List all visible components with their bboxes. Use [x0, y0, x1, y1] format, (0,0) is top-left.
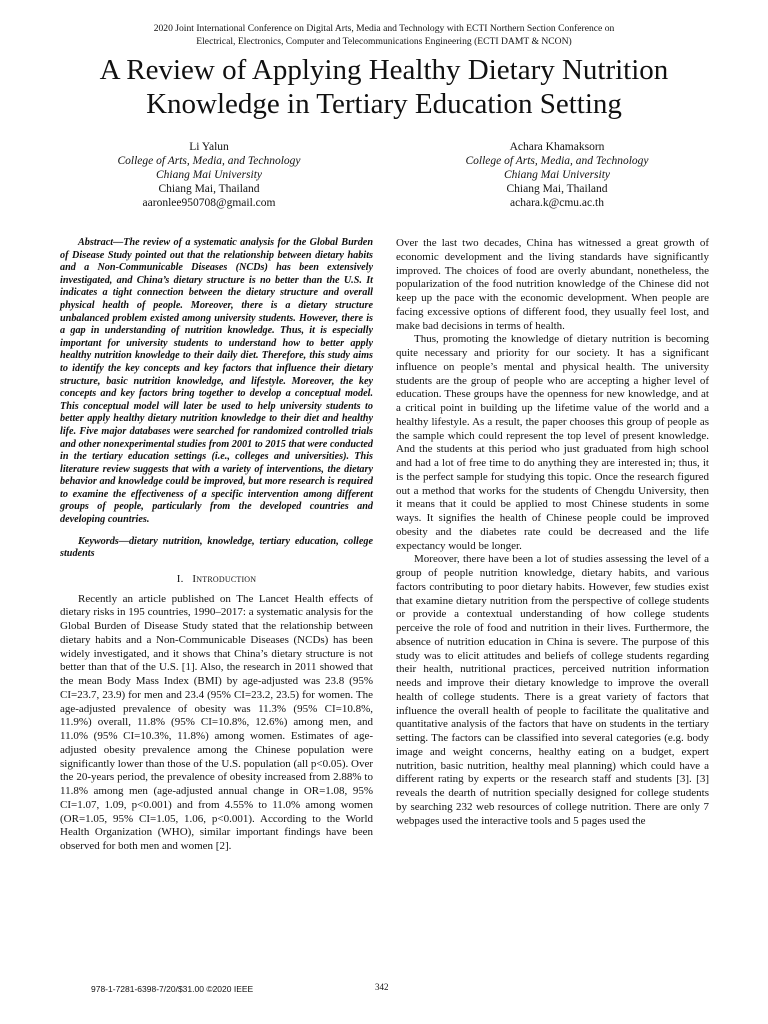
author-university: Chiang Mai University [503, 169, 611, 181]
right-column [396, 237, 709, 828]
author-college: College of Arts, Media, and Technology [117, 155, 301, 167]
section-title: Introduction [192, 572, 257, 585]
footer-isbn: 978-1-7281-6398-7/20/$31.00 ©2020 IEEE [91, 984, 254, 994]
conference-header [0, 22, 768, 48]
author-location: Chiang Mai, Thailand [158, 183, 260, 195]
body-paragraph: Thus, promoting the knowledge of dietary nutrition is becoming quite necessary and priority for our society. It has a significant influence on people’s mental and physical health. The university students are the group of people who are accepting a higher level of education. These groups have the openness for new knowledge, and at a critical point in building up the lifetime value of the world and a healthy lifestyle. As a result, the paper chooses this group of people as the sample which could represent the top level of present knowledge. And the students at this period who just graduated from high school and had a lot of free time to do anything they are interested in; thus, it is the perfect sample for studying this topic. Once the research figured out a method that works for the students of Chengdu University, then it means that it could be applied to most Chinese students in some ways. It signifies the health of Chinese people could be improved obesity and the diabetes rate could be decreased and the life expectancy would be longer. [396, 333, 709, 552]
title-line-1: A Review of Applying Healthy Dietary Nutrition [99, 54, 669, 86]
author-name: Li Yalun [189, 141, 229, 153]
page-number: 342 [375, 982, 389, 992]
conference-line-1: 2020 Joint International Conference on Digital Arts, Media and Technology with ECTI Northern Section Conference on [153, 23, 615, 34]
section-number: I. [176, 572, 184, 585]
left-column [60, 237, 373, 854]
body-paragraph: Recently an article published on The Lancet Health effects of dietary risks in 195 countries, 1990–2017: a systematic analysis for the Global Burden of Disease Study stated that the relationship between dietary habits and a Non-Communicable Diseases (NCDs) has been widely investigated, and it shows that China’s dietary structure is not better than that of the U.S. [1]. Also, the research in 2011 showed that the mean Body Mass Index (BMI) by age-adjusted was 23.8 (95% CI=23.7, 23.9) for men and 23.4 (95% CI=23.2, 23.5) for women. The age-adjusted prevalence of obesity was 11.3% (95% CI=10.8%, 11.9%) overall, 11.8% (95% CI=10.8%, 12.6%) among men, and 11.0% (95% CI=10.3%, 11.8%) among women. Estimates of age-adjusted obesity prevalence among the Chinese population were significantly lower than those of the U.S. population (all p<0.05). Over the 20-years period, the prevalence of obesity increased from 2.88% to 11.8% among men (age-adjusted annual change in OR=1.08, 95% CI=1.07, 1.09, p<0.001) and from 4.55% to 11.0% among women (OR=1.05, 95% CI=1.05, 1.06, p<0.001). According to the World Health Organization (WHO), similar important findings have been observed for both men and women [2]. [60, 592, 373, 853]
author-name: Achara Khamaksorn [509, 141, 605, 153]
conference-line-2: Electrical, Electronics, Computer and Telecommunications Engineering (ECTI DAMT & NCON) [196, 36, 572, 47]
body-paragraph: Moreover, there have been a lot of studies assessing the level of a group of people nutrition knowledge, dietary habits, and various factors contributing to poor dietary habits. However, few studies exist that examine dietary nutrition from the perspective of college students or provide a contextual understanding of how college students perceive the role of food and nutrition in their lives. Furthermore, the absence of nutrition education in China is severe. The purpose of this study was to elicit attitudes and beliefs of college students regarding their health, nutritional practices, perceived nutrition information needs and improve their dietary knowledge to improve the overall health of college students. There is a great variety of factors that influence the overall health of people to facilitate the qualitative and quantitative analysis of the factors that have on students in the tertiary setting. The factors can be classified into several categories (e.g. body image and weight concerns, healthy eating on a budget, expert nutrition, basic nutrition, healthy meal planning) which could have a different rating by experts or the research staff and students [3]. [3] reveals the dearth of nutrition specially designed for college students by searching 232 web resources of college nutrition. There are only 7 webpages used the interactive tools and 5 pages used the [396, 553, 709, 827]
paper-title [40, 53, 728, 121]
abstract-text: Abstract—The review of a systematic analysis for the Global Burden of Disease Study pointed out that the relationship between dietary habits and a Non-Communicable Diseases (NCDs) has been extensively investigated, and China’s dietary structure is no better than the U.S. It indicates a tight connection between the dietary structure and overall physical health of people. Moreover, there is a dietary structure unbalanced problem existed among university students. However, there is a gap in understanding of nutrition knowledge. Thus, it is especially important for university students to understand how to better apply healthy nutrition knowledge to their daily diet. Therefore, this study aims to identify the key concepts and key factors that influence their dietary structure, basic nutrition knowledge, and lifestyle. Moreover, the key concepts and key factors bring together to develop a conceptual model. This conceptual model will later be used to help university students to better apply healthy dietary nutrition knowledge to their diet and healthy life. Five major databases were searched for randomized controlled trials and other nonexperimental studies from 2001 to 2015 that were conducted in the tertiary education settings (i.e., colleges and universities). This literature review suggests that with a variety of interventions, the dietary behavior and knowledge could be improved, but more research is required to examine the effectiveness of a specific intervention among different groups of people, particularly from the developed countries and developing countries. [60, 237, 373, 526]
author-email: achara.k@cmu.ac.th [510, 197, 604, 209]
title-line-2: Knowledge in Tertiary Education Setting [146, 88, 622, 120]
author-email: aaronlee950708@gmail.com [142, 197, 276, 209]
author-college: College of Arts, Media, and Technology [465, 155, 649, 167]
author-block-1 [79, 140, 339, 210]
section-heading [60, 573, 373, 587]
author-block-2 [427, 140, 687, 210]
keywords-text: Keywords—dietary nutrition, knowledge, tertiary education, college students [60, 535, 373, 560]
keywords [60, 536, 373, 561]
body-paragraph: Over the last two decades, China has witnessed a great growth of economic development and the living standards have significantly improved. The choices of food are overly abundant, nonetheless, the popularization of the food nutrition knowledge of the Chinese did not keep up the pace with the economic development. When people are facing excessive options of different food, they usually feel lost, and make bad decisions in terms of health. [396, 237, 709, 332]
author-location: Chiang Mai, Thailand [506, 183, 608, 195]
abstract [60, 237, 373, 527]
author-university: Chiang Mai University [155, 169, 263, 181]
